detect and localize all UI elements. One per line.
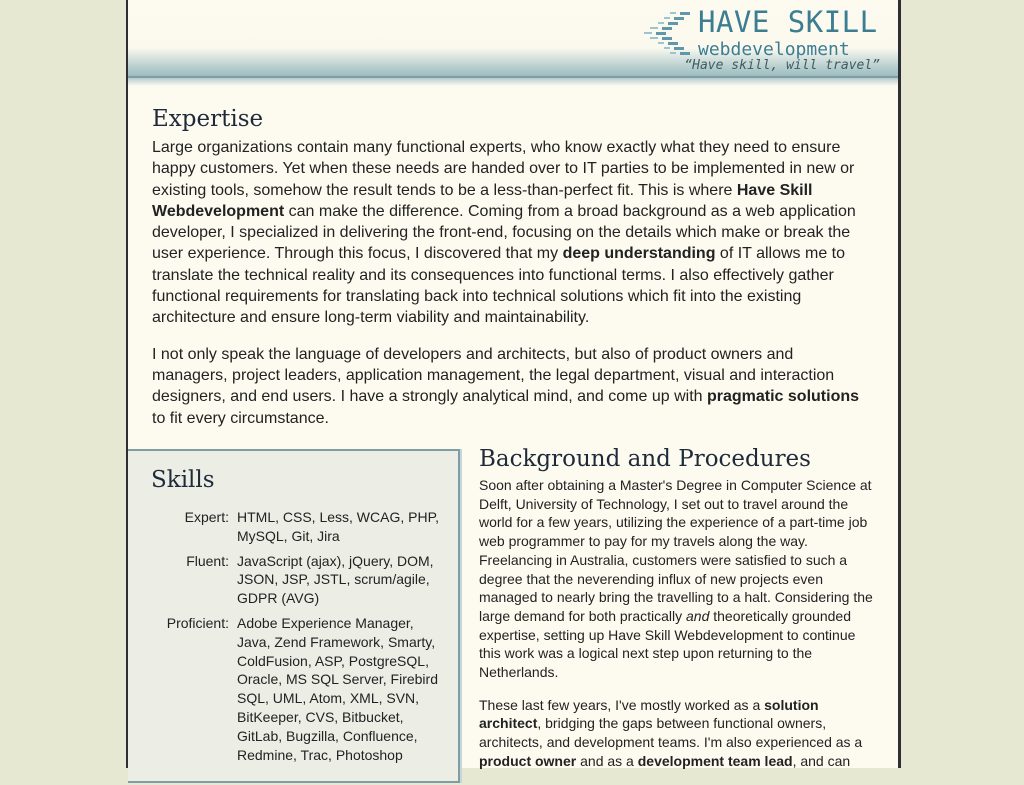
skills-box (128, 449, 460, 783)
bold-deep-understanding: deep understanding (562, 245, 716, 263)
bold-team-lead: development team lead (637, 752, 793, 769)
text-span: , bridging the gaps between functional owners, architects, and development teams. I'm also experienced as a (479, 715, 863, 751)
background-heading: Background and Procedures (479, 446, 811, 472)
text-span: can make the difference. Coming from a broad background as a web application developer, I specialized in delivering the front-end, focusing on the details which make or break the user experience. Through this focus, I discovered that my (152, 202, 856, 263)
bold-solution-architect: solution architect (479, 696, 819, 732)
skills-heading: Skills (151, 467, 215, 493)
background-section (479, 444, 877, 785)
text-span: and as a (576, 752, 638, 769)
bold-pragmatic-solutions: pragmatic solutions (706, 388, 860, 406)
text-span: Soon after obtaining a Master's Degree in Computer Science at Delft, University of Technology, I set out to travel around the world for a few years, utilizing the experience of a part-time job web programmer to pay for my travels along the way. Freelancing in Australia, customers were satisfied to such a degree that the neverending influx of new projects even managed to nearly bring the travelling to a halt. Considering the large demand for both practically (479, 477, 873, 624)
skill-label: Fluent: (186, 552, 229, 569)
text-span: of IT allows me to translate the technical reality and its consequences into functional terms. I also effectively gather functional requirements for translating back into technical solutions which fit into the existing architecture and ensure long-term viability and maintainability. (152, 245, 846, 327)
bold-product-owner: product owner (479, 752, 577, 769)
skill-value: JavaScript (ajax), jQuery, DOM, JSON, JSP, JSTL, scrum/agile, GDPR (AVG) (237, 552, 434, 607)
expertise-section (152, 104, 872, 444)
logo-name: HAVE SKILL (698, 5, 878, 39)
background-paragraph-1 (479, 476, 877, 682)
text-span: , and can (792, 752, 851, 769)
logo-subtitle: webdevelopment (698, 39, 850, 60)
skill-value: HTML, CSS, Less, WCAG, PHP, MySQL, Git, Jira (237, 509, 440, 544)
site-header (128, 0, 898, 86)
background-paragraph-2 (479, 696, 877, 771)
skill-row-proficient (128, 614, 458, 764)
page-container (126, 0, 901, 768)
expertise-heading: Expertise (152, 106, 264, 132)
text-span: These last few years, I've mostly worked as a (479, 696, 765, 713)
text-span: I not only speak the language of developers and architects, but also of product owners and managers, project leaders, application management, the legal department, visual and interaction designers, and end users. I have a strongly analytical mind, and come up with (152, 345, 835, 406)
skill-row-expert (128, 508, 458, 546)
tagline: “Have skill, will travel” (684, 58, 880, 73)
italic-and: and (686, 607, 710, 624)
chevron-logo-icon (640, 10, 696, 56)
skill-value: Adobe Experience Manager, Java, Zend Framework, Smarty, ColdFusion, ASP, PostgreSQL, Oracle, MS SQL Server, Firebird SQL, UML, Atom, XML, SVN, BitKeeper, CVS, Bitbucket, GitLab, Bugzilla, Confluence, Redmine, Trac, Photoshop (237, 614, 438, 763)
skill-label: Expert: (184, 509, 229, 525)
text-span: to fit every circumstance. (152, 409, 329, 427)
header-divider (128, 76, 898, 78)
expertise-paragraph-2 (152, 344, 872, 429)
text-span: Large organizations contain many functional experts, who know exactly what they need to ensure happy customers. Yet when these needs are handed over to IT parties to be implemented in new or existing tools, somehow the result tends to be a less-than-perfect fit. This is where (152, 139, 855, 199)
expertise-paragraph-1 (152, 137, 872, 329)
skill-label: Proficient: (166, 614, 229, 631)
text-span: theoretically grounded expertise, setting up Have Skill Webdevelopment to continue this work was a logical next step upon returning to the Netherlands. (479, 607, 856, 681)
skills-list (128, 508, 458, 770)
skill-row-fluent (128, 552, 458, 608)
bold-company-name: Have Skill Webdevelopment (152, 181, 813, 220)
